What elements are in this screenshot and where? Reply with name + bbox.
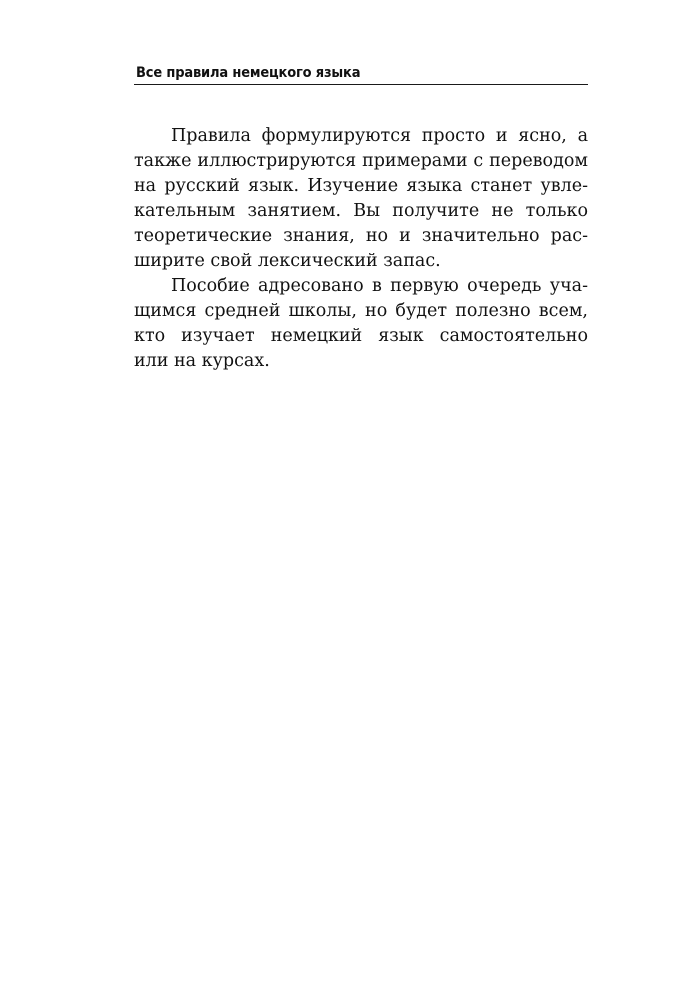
text-line: теоретические знания, но и значительно рас- <box>134 226 588 246</box>
text-line: Правила формулируются просто и ясно, а <box>171 126 588 146</box>
text-line: Пособие адресовано в первую очередь уча- <box>171 276 588 296</box>
paragraph-1 <box>134 124 588 274</box>
text-line: или на курсах. <box>134 351 270 371</box>
text-line: ширите свой лексический запас. <box>134 251 441 271</box>
running-header-title: Все правила немецкого языка <box>136 65 361 81</box>
text-line: щимся средней школы, но будет полезно всем, <box>134 301 588 321</box>
body-text <box>134 124 588 374</box>
running-header <box>134 64 588 85</box>
text-line: также иллюстрируются примерами с переводом <box>134 151 588 171</box>
text-line: на русский язык. Изучение языка станет увле- <box>134 176 588 196</box>
paragraph-2 <box>134 274 588 374</box>
text-line: кательным занятием. Вы получите не только <box>134 201 588 221</box>
text-line: кто изучает немецкий язык самостоятельно <box>134 326 588 346</box>
